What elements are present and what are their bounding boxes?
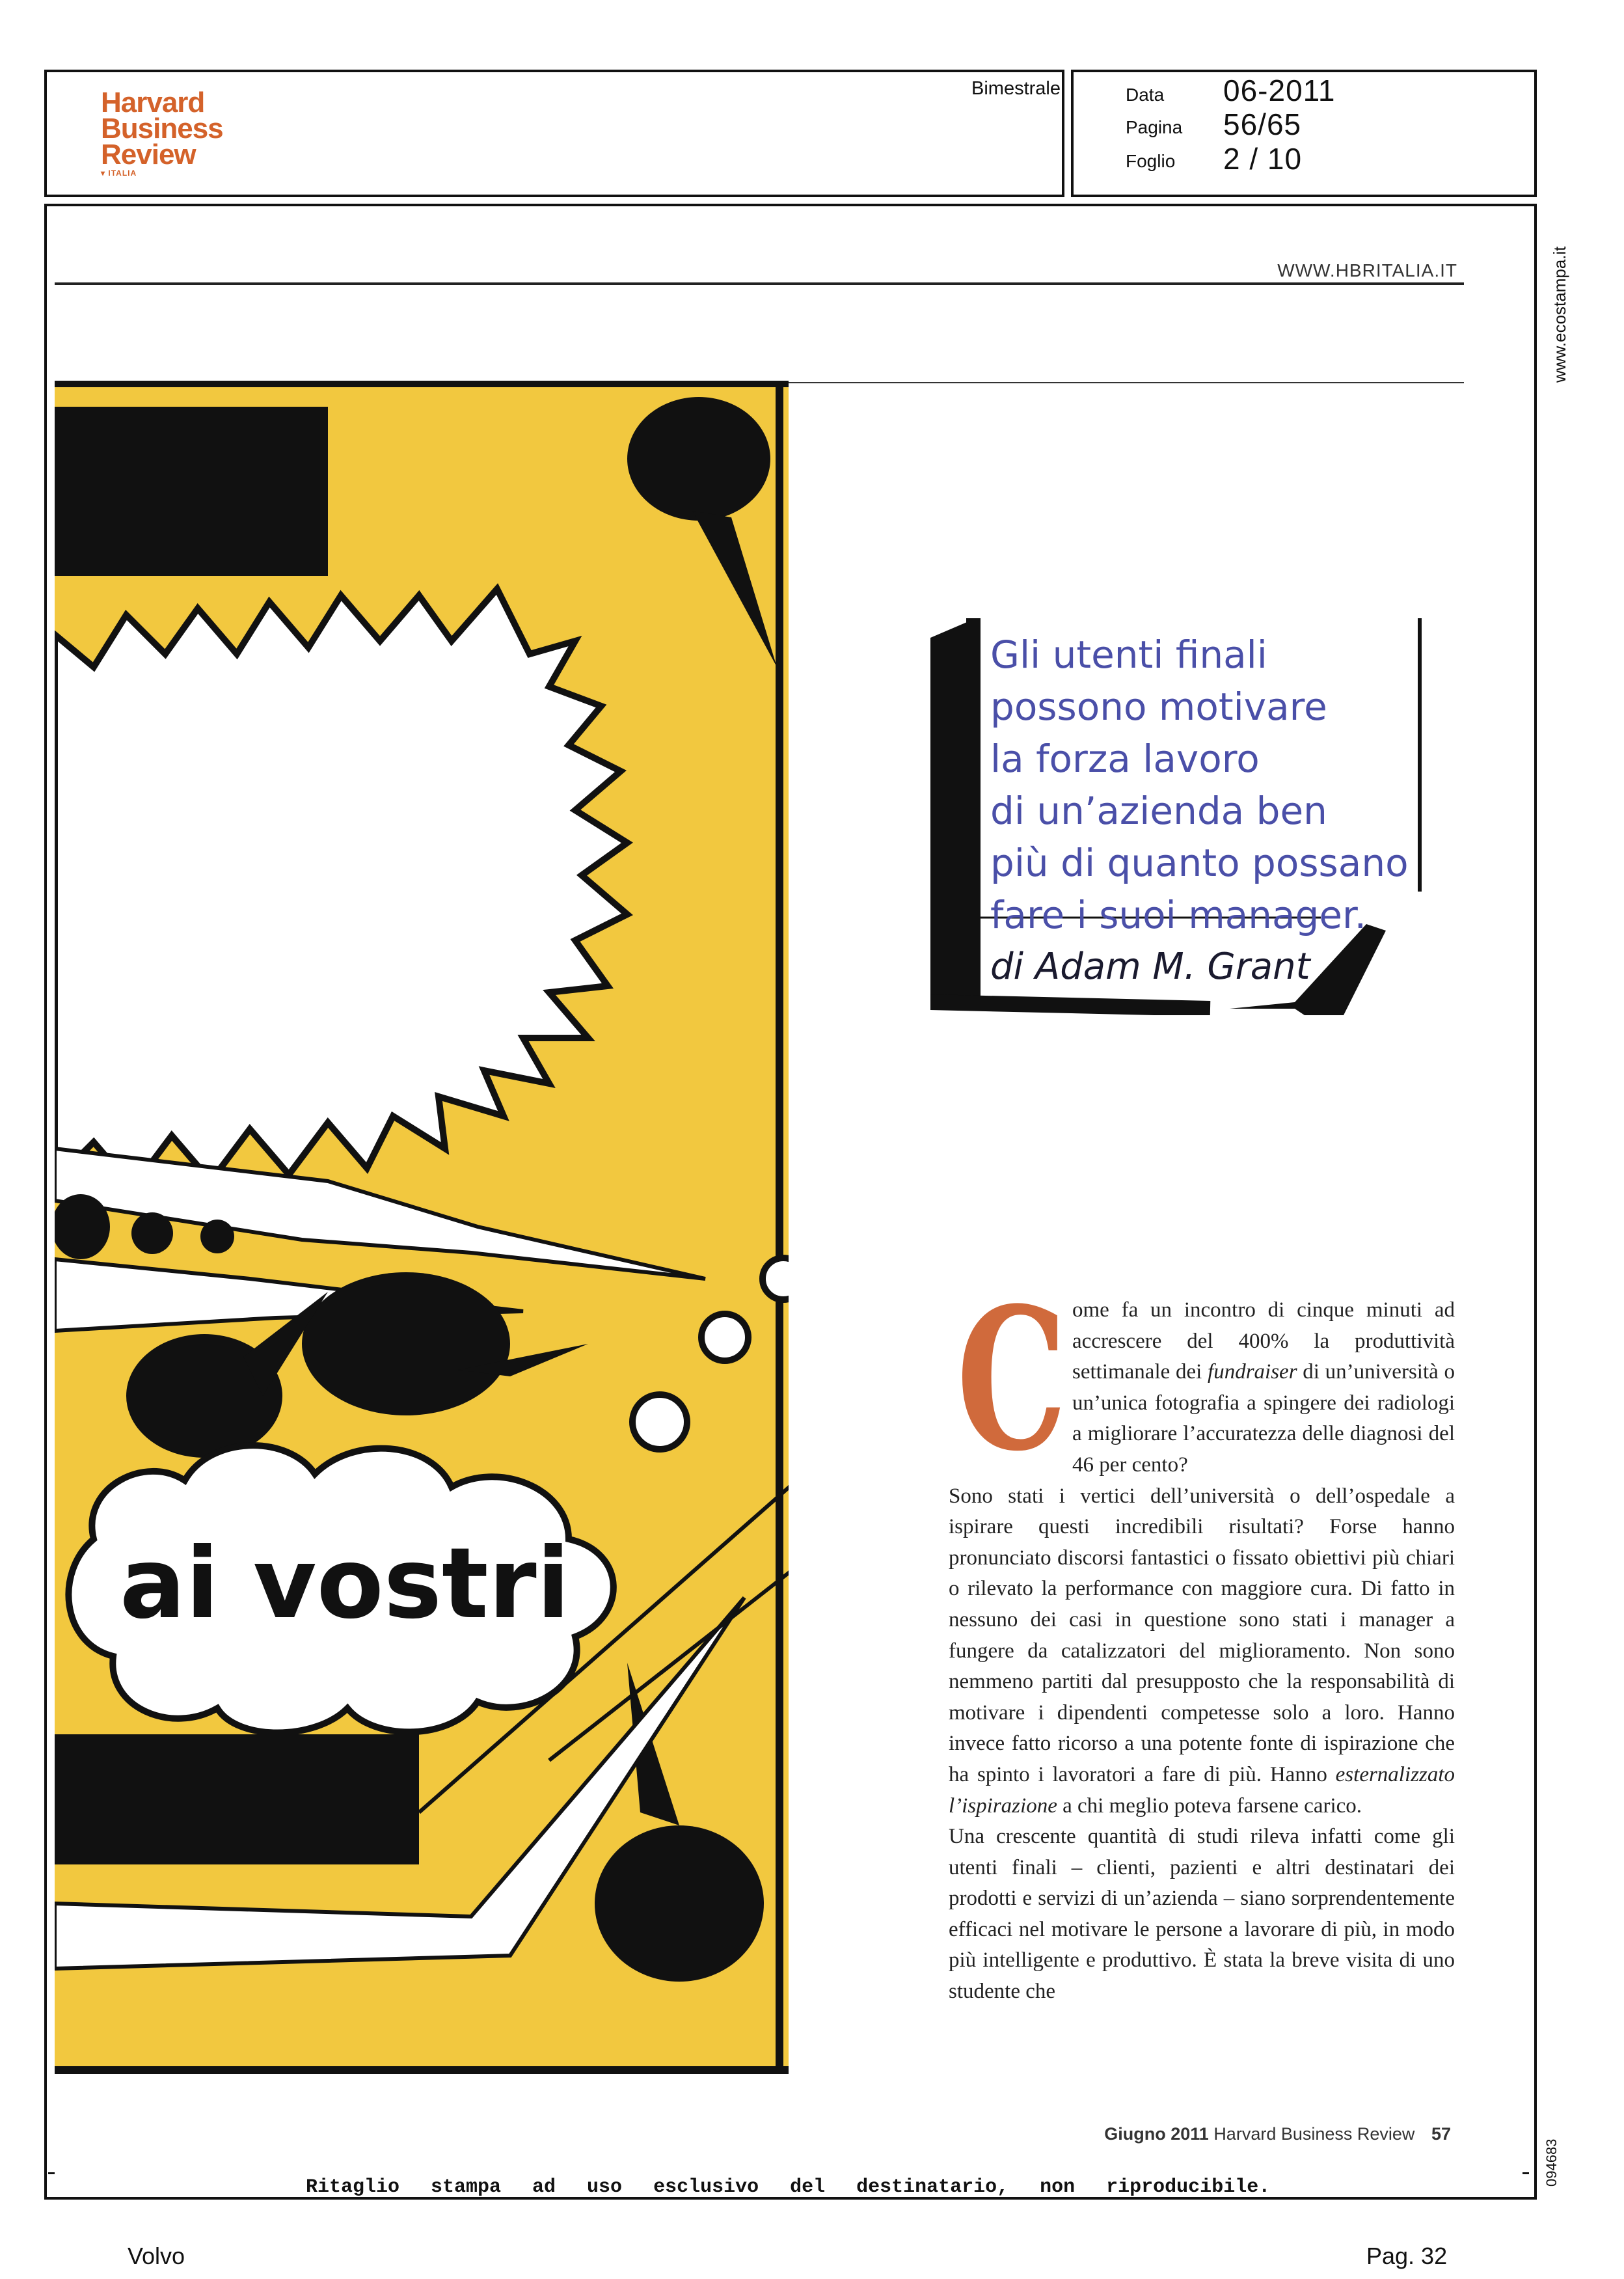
frame-tick-right bbox=[1522, 2172, 1529, 2174]
art-caption: ai vostri bbox=[120, 1527, 571, 1641]
folio-magazine: Harvard Business Review bbox=[1213, 2124, 1415, 2144]
comic-illustration bbox=[55, 381, 789, 2074]
frame-tick-left bbox=[48, 2172, 55, 2174]
pages-label: Pagina bbox=[1126, 117, 1183, 137]
folio-month: Giugno 2011 bbox=[1104, 2124, 1209, 2144]
pull-quote-line: possono motivare bbox=[990, 685, 1327, 729]
logo-line-2: Business bbox=[101, 113, 223, 144]
article-paragraph-1: Sono stati i vertici dell’università o dell’ospedale a ispirare questi incredibili risultati? Forse hanno pronunciato discorsi fantastici o fissato obiettivi più chiari o rilevato la performance con maggiore cura. Di fatto in nessuno dei casi in questione sono stati i manager a fungere da catalizzatori del miglioramento. Non sono nemmeno partiti dal presupposto che la responsabilità di motivare i dipendenti competesse solo a loro. Hanno invece fatto ricorso a una potente fonte di ispirazione che ha spinto i lavoratori a fare di più. Hanno esternalizzato l’ispirazione a chi meglio poteva farsene carico. bbox=[949, 1484, 1455, 1818]
article-intro: ome fa un incontro di cinque minuti ad accrescere del 400% la produttività settimanale dei fundraiser di un’università o un’unica fotografia a spingere dei radiologi a migliorare l’accuratezza delle diagnosi del 46 per cento? bbox=[1072, 1298, 1455, 1477]
pull-quote-line: la forza lavoro bbox=[990, 737, 1260, 781]
clipping-note: Ritaglio stampa ad uso esclusivo del destinatario, non riproducibile. bbox=[306, 2176, 1271, 2198]
periodicity: Bimestrale bbox=[971, 78, 1061, 99]
logo-line-1: Harvard bbox=[101, 87, 205, 118]
hbr-logo bbox=[101, 87, 270, 178]
speech-bubble-right bbox=[302, 1272, 510, 1415]
pull-quote-line: di un’azienda ben bbox=[990, 789, 1327, 833]
logo-emblem-icon: ▾ bbox=[101, 169, 106, 178]
pull-quote-line: fare i suoi manager. bbox=[990, 893, 1367, 937]
logo-sub: ▾ ITALIA bbox=[101, 169, 137, 178]
page-folio bbox=[1067, 2124, 1451, 2144]
pull-quote bbox=[990, 629, 1439, 941]
side-code: 094683 bbox=[1543, 2138, 1560, 2187]
art-border bbox=[776, 381, 783, 2074]
folio-page-number: 57 bbox=[1431, 2124, 1451, 2144]
article-body bbox=[949, 1295, 1455, 2008]
sheet-label: Foglio bbox=[1126, 151, 1176, 171]
pages-value: 56/65 bbox=[1223, 107, 1302, 141]
svg-text:C: C bbox=[956, 1292, 1067, 1467]
black-panel-top bbox=[55, 407, 328, 576]
article-author: di Adam M. Grant bbox=[990, 946, 1310, 988]
top-rule bbox=[55, 282, 1464, 285]
date-value: 06-2011 bbox=[1223, 74, 1336, 107]
logo-line-3: Review bbox=[101, 139, 196, 171]
side-website: www.ecostampa.it bbox=[1550, 246, 1569, 383]
speech-bubble-bottom bbox=[595, 1825, 764, 1982]
article-paragraph-2: Una crescente quantità di studi rileva infatti come gli utenti finali – clienti, pazienti e altri destinatari dei prodotti e servizi di un’azienda – siano sorprendentemente efficaci nel motivare le persone a lavorare di più, in modo più intelligente e produttivo. È stata la breve visita di uno studente che bbox=[949, 1825, 1455, 2004]
pull-quote-line: più di quanto possano bbox=[990, 841, 1409, 885]
pull-quote-line: Gli utenti finali bbox=[990, 633, 1267, 677]
site-url: WWW.HBRITALIA.IT bbox=[1277, 260, 1457, 280]
black-panel-bottom bbox=[55, 1734, 419, 1864]
footer-page: Pag. 32 bbox=[1366, 2243, 1448, 2269]
footer-client: Volvo bbox=[128, 2243, 185, 2269]
date-label: Data bbox=[1126, 85, 1165, 105]
sheet-value: 2 / 10 bbox=[1223, 142, 1303, 176]
speech-bubble-top bbox=[627, 397, 770, 521]
secondary-rule bbox=[787, 382, 1464, 383]
